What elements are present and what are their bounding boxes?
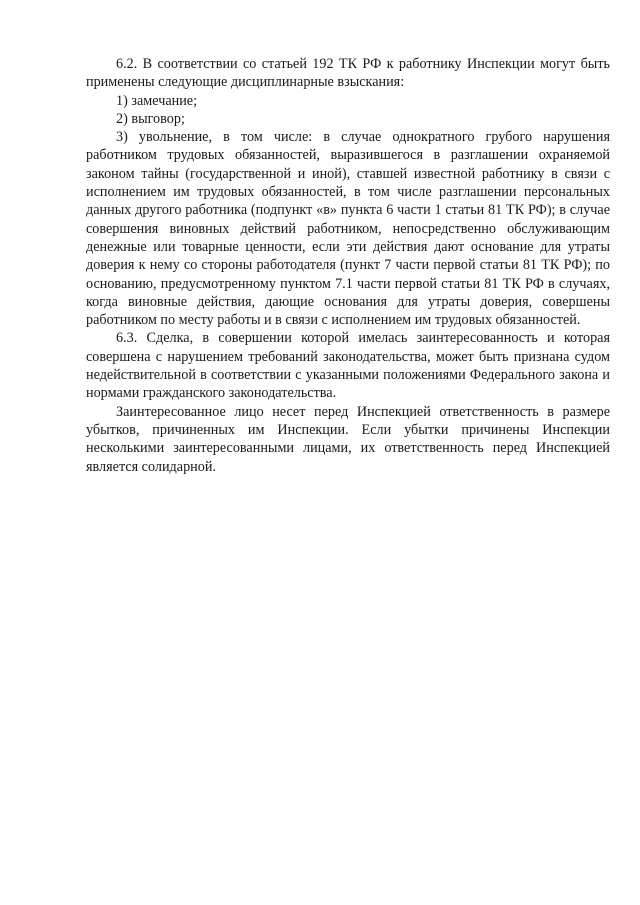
list-item-rebuke: 2) выговор; (116, 110, 185, 127)
list-item-dismissal: 3) увольнение, в том числе: в случае однократного грубого нарушения работником трудовых обязанностей, выразившегося в разглашении охраняемой законом тайны (государственной и иной), ставшей известной работнику в связи с исполнением им трудовых обязанностей, в том числе разглашении персональных данных другого работника (подпункт «в» пункта 6 части 1 статьи 81 ТК РФ); в случае совершения виновных действий работником, непосредственно обслуживающим денежные или товарные ценности, если эти действия дают основание для утраты доверия к нему со стороны работодателя (пункт 7 части первой статьи 81 ТК РФ); по основанию, предусмотренному пунктом 7.1 части первой статьи 81 ТК РФ в случаях, когда виновные действия, дающие основания для утраты доверия, совершены работником по месту работы и в связи с исполнением им трудовых обязанностей. (86, 129, 610, 329)
paragraph-6-3: 6.3. Сделка, в совершении которой имелась заинтересованность и которая совершена с нарушением требований законодательства, может быть признана судом недействительной в соответствии с указанными положениями Федерального закона и нормами гражданского законодательства. (86, 330, 610, 402)
list-item-reprimand: 1) замечание; (116, 92, 198, 109)
document-page (86, 55, 610, 476)
paragraph-interested-party: Заинтересованное лицо несет перед Инспекцией ответственность в размере убытков, причиненных им Инспекции. Если убытки причинены Инспекции несколькими заинтересованными лицами, их ответственность перед Инспекцией является солидарной. (86, 403, 610, 475)
paragraph-6-2-intro: 6.2. В соответствии со статьей 192 ТК РФ к работнику Инспекции могут быть применены следующие дисциплинарные взыскания: (86, 56, 610, 91)
